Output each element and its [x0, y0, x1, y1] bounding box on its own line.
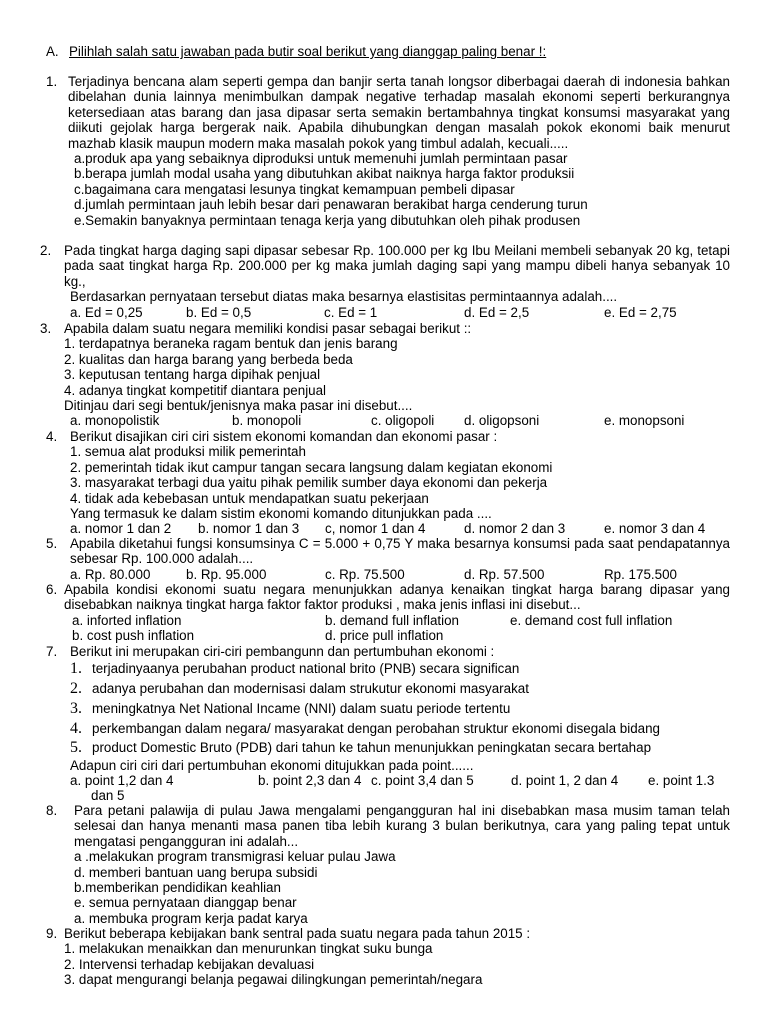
question-stem: Apabila kondisi ekonomi suatu negara menunjukkan adanya kenaikan tingkat harga barang dipasar yang disebabkan naiknya tingkat harga faktor faktor produksi , maka jenis inflasi ini disebut...	[64, 582, 730, 613]
question-number: 1.	[46, 74, 58, 89]
option-e: e.Semakin banyaknya permintaan tenaga kerja yang dibutuhkan oleh pihak produsen	[74, 212, 581, 228]
question-stem: Berikut ini merupakan ciri-ciri pembangunn dan pertumbuhan ekonomi :	[70, 644, 495, 659]
question-number: 8.	[46, 803, 58, 818]
option-d: d. memberi bantuan uang berupa subsidi	[74, 864, 318, 880]
item-number: 2.	[70, 680, 82, 698]
question-5	[40, 536, 730, 582]
list-item	[70, 738, 730, 758]
question-stem: Terjadinya bencana alam seperti gempa dan banjir serta tanah longsor diberbagai daerah di indonesia bahkan dibelahan dunia lainnya menimbulkan dampak negative terhadap masalah ekonomi seperti berkurangnya ketersediaan atas barang dan jasa dipasar serta semakin bertambahnya tingkat konsumsi masyarakat yang diikuti gejolak harga bergerak naik. Apabila dihubungkan dengan masalah pokok ekonomi baik menurut mazhab klasik maupun modern maka masalah pokok yang timbul adalah, kecuali.....	[68, 74, 730, 151]
question-number: 4.	[46, 429, 58, 444]
list-item: 1. terdapatnya beraneka ragam bentuk dan jenis barang	[64, 336, 398, 352]
question-stem: Berikut disajikan ciri ciri sistem ekonomi komandan dan ekonomi pasar :	[70, 429, 498, 444]
question-prompt: Ditinjau dari segi bentuk/jenisnya maka pasar ini disebut....	[64, 398, 413, 414]
option-a: a.produk apa yang sebaiknya diproduksi untuk memenuhi jumlah permintaan pasar	[74, 151, 568, 167]
question-number: 2.	[40, 243, 52, 258]
option-b2: b. cost push inflation	[72, 627, 195, 643]
item-text: perkembangan dalam negara/ masyarakat dengan perobahan struktur ekonomi disegala bidang	[92, 720, 660, 736]
list-item	[70, 659, 730, 679]
option-b: b. Ed = 0,5	[186, 304, 252, 320]
question-number: 7.	[46, 644, 58, 659]
question-8	[40, 803, 730, 926]
option-b: b.berapa jumlah modal usaha yang dibutuhkan akibat naiknya harga faktor produksii	[74, 166, 575, 182]
question-1	[40, 74, 730, 228]
option-row	[40, 773, 730, 788]
list-item	[70, 679, 730, 699]
option-b: b.memberikan pendidikan keahlian	[74, 880, 281, 896]
option-e: Rp. 175.500	[604, 566, 677, 582]
option-b: b. demand full inflation	[325, 612, 459, 628]
option-d: d. price pull inflation	[325, 627, 444, 643]
option-b: b. nomor 1 dan 3	[198, 521, 300, 537]
option-a2: a. membuka program kerja padat karya	[74, 910, 308, 926]
option-d: d. nomor 2 dan 3	[464, 521, 566, 537]
option-row	[40, 305, 730, 320]
option-d: d. point 1, 2 dan 4	[511, 773, 619, 789]
item-number: 3.	[70, 699, 82, 717]
option-c: c, nomor 1 dan 4	[325, 521, 426, 537]
question-prompt: Berdasarkan pernyataan tersebut diatas maka besarnya elastisitas permintaannya adalah....	[70, 289, 618, 305]
list-item: 1. semua alat produksi milik pemerintah	[70, 444, 306, 460]
question-7	[40, 644, 730, 803]
option-c: c. oligopoli	[371, 413, 435, 429]
option-row	[40, 628, 730, 643]
question-number: 6.	[46, 582, 58, 597]
option-a: a .melakukan program transmigrasi keluar pulau Jawa	[74, 849, 396, 865]
item-list	[70, 659, 730, 758]
list-item: 4. tidak ada kebebasan untuk mendapatkan suatu pekerjaan	[70, 490, 429, 506]
option-d: d. Rp. 57.500	[464, 566, 545, 582]
question-stem: Apabila diketahui fungsi konsumsinya C = 5.000 + 0,75 Y maka besarnya konsumsi pada saat pendapatannya sebesar Rp. 100.000 adalah....	[70, 536, 730, 567]
item-text: adanya perubahan dan modernisasi dalam strukutur ekonomi masyarakat	[92, 681, 529, 697]
option-row	[40, 567, 730, 582]
question-2	[40, 243, 730, 320]
section-header	[46, 44, 726, 59]
option-list	[74, 151, 730, 228]
question-number: 5.	[46, 536, 58, 551]
list-item: 2. Intervensi terhadap kebijakan devaluasi	[64, 956, 315, 972]
option-a: a. monopolistik	[70, 413, 160, 429]
list-item	[70, 719, 730, 739]
item-text: product Domestic Bruto (PDB) dari tahun ke tahun menunjukkan peningkatan secara bertahap	[92, 740, 652, 756]
option-d: d. Ed = 2,5	[464, 304, 530, 320]
option-a: a. Rp. 80.000	[70, 566, 151, 582]
item-number: 4.	[70, 719, 82, 737]
item-text: terjadinyaanya perubahan product national brito (PNB) secara significan	[92, 661, 520, 677]
option-e: e. point 1.3	[648, 773, 715, 789]
option-row	[40, 521, 730, 536]
question-prompt: Yang termasuk ke dalam sistim ekonomi komando ditunjukkan pada ....	[70, 506, 492, 522]
list-item: 3. keputusan tentang harga dipihak penjual	[64, 367, 321, 383]
question-6	[40, 582, 730, 643]
item-list	[64, 336, 730, 398]
option-d: d. oligopsoni	[464, 413, 540, 429]
list-item: 4. adanya tingkat kompetitif diantara penjual	[64, 382, 327, 398]
list-item: 1. melakukan menaikkan dan menurunkan tingkat suku bunga	[64, 941, 433, 957]
option-e: e. Ed = 2,75	[604, 304, 677, 320]
option-list	[74, 849, 730, 926]
question-number: 3.	[40, 321, 52, 336]
question-stem: Para petani palawija di pulau Jawa mengalami pengangguran hal ini disebabkan masa musim taman telah selesai dan hanya menanti masa panen tiba lebih kurang 3 bulan berikutnya, cara yang paling tepat untuk mengatasi pengangguran ini adalah...	[74, 803, 730, 849]
option-e: e. nomor 3 dan 4	[604, 521, 706, 537]
question-number: 9.	[46, 926, 58, 941]
option-c: c. point 3,4 dan 5	[371, 773, 474, 789]
item-number: 1.	[70, 660, 82, 678]
option-row	[40, 788, 730, 803]
option-b: b. monopoli	[232, 413, 302, 429]
option-a: a. Ed = 0,25	[70, 304, 143, 320]
list-item: 3. masyarakat terbagi dua yaitu pihak pemilik sumber daya ekonomi dan pekerja	[70, 475, 548, 491]
question-stem: Pada tingkat harga daging sapi dipasar sebesar Rp. 100.000 per kg Ibu Meilani membeli sebanyak 20 kg, tetapi pada saat tingkat harga Rp. 200.000 per kg maka jumlah daging sapi yang mampu dibeli hanya sebanyak 10 kg.,	[64, 243, 730, 289]
option-a: a. nomor 1 dan 2	[70, 521, 172, 537]
option-b: b. Rp. 95.000	[186, 566, 267, 582]
option-a: a. inforted inflation	[72, 612, 182, 628]
question-3	[40, 321, 730, 428]
question-stem: Berikut beberapa kebijakan bank sentral pada suatu negara pada tahun 2015 :	[64, 926, 531, 941]
option-e: e. monopsoni	[604, 413, 685, 429]
option-a-continued: dan 5	[91, 788, 125, 804]
option-row	[40, 413, 730, 428]
option-a: a. point 1,2 dan 4	[70, 773, 174, 789]
item-list	[64, 941, 730, 987]
section-instruction: Pilihlah salah satu jawaban pada butir soal berikut yang dianggap paling benar !:	[69, 44, 547, 59]
section-letter: A.	[46, 44, 59, 59]
option-b: b. point 2,3 dan 4	[258, 773, 362, 789]
question-prompt: Adapun ciri ciri dari pertumbuhan ekonomi ditujukkan pada point......	[70, 757, 474, 773]
item-list	[70, 444, 730, 506]
option-d: d.jumlah permintaan jauh lebih besar dari penawaran berakibat harga cenderung turun	[74, 197, 588, 213]
list-item	[70, 699, 730, 719]
question-stem: Apabila dalam suatu negara memiliki kondisi pasar sebagai berikut ::	[64, 321, 472, 336]
option-e: e. semua pernyataan dianggap benar	[74, 895, 297, 911]
list-item: 2. kualitas dan harga barang yang berbeda beda	[64, 351, 353, 367]
list-item: 2. pemerintah tidak ikut campur tangan secara langsung dalam kegiatan ekonomi	[70, 459, 553, 475]
question-9	[40, 926, 730, 988]
option-c: c. Ed = 1	[324, 304, 378, 320]
question-4	[40, 429, 730, 536]
option-row	[40, 613, 730, 628]
option-e: e. demand cost full inflation	[510, 612, 673, 628]
option-c: c.bagaimana cara mengatasi lesunya tingkat kemampuan pembeli dipasar	[74, 181, 515, 197]
item-number: 5.	[70, 739, 82, 757]
option-c: c. Rp. 75.500	[325, 566, 405, 582]
item-text: meningkatnya Net National Incame (NNI) dalam suatu periode tertentu	[92, 700, 511, 716]
list-item: 3. dapat mengurangi belanja pegawai dilingkungan pemerintah/negara	[64, 972, 483, 988]
